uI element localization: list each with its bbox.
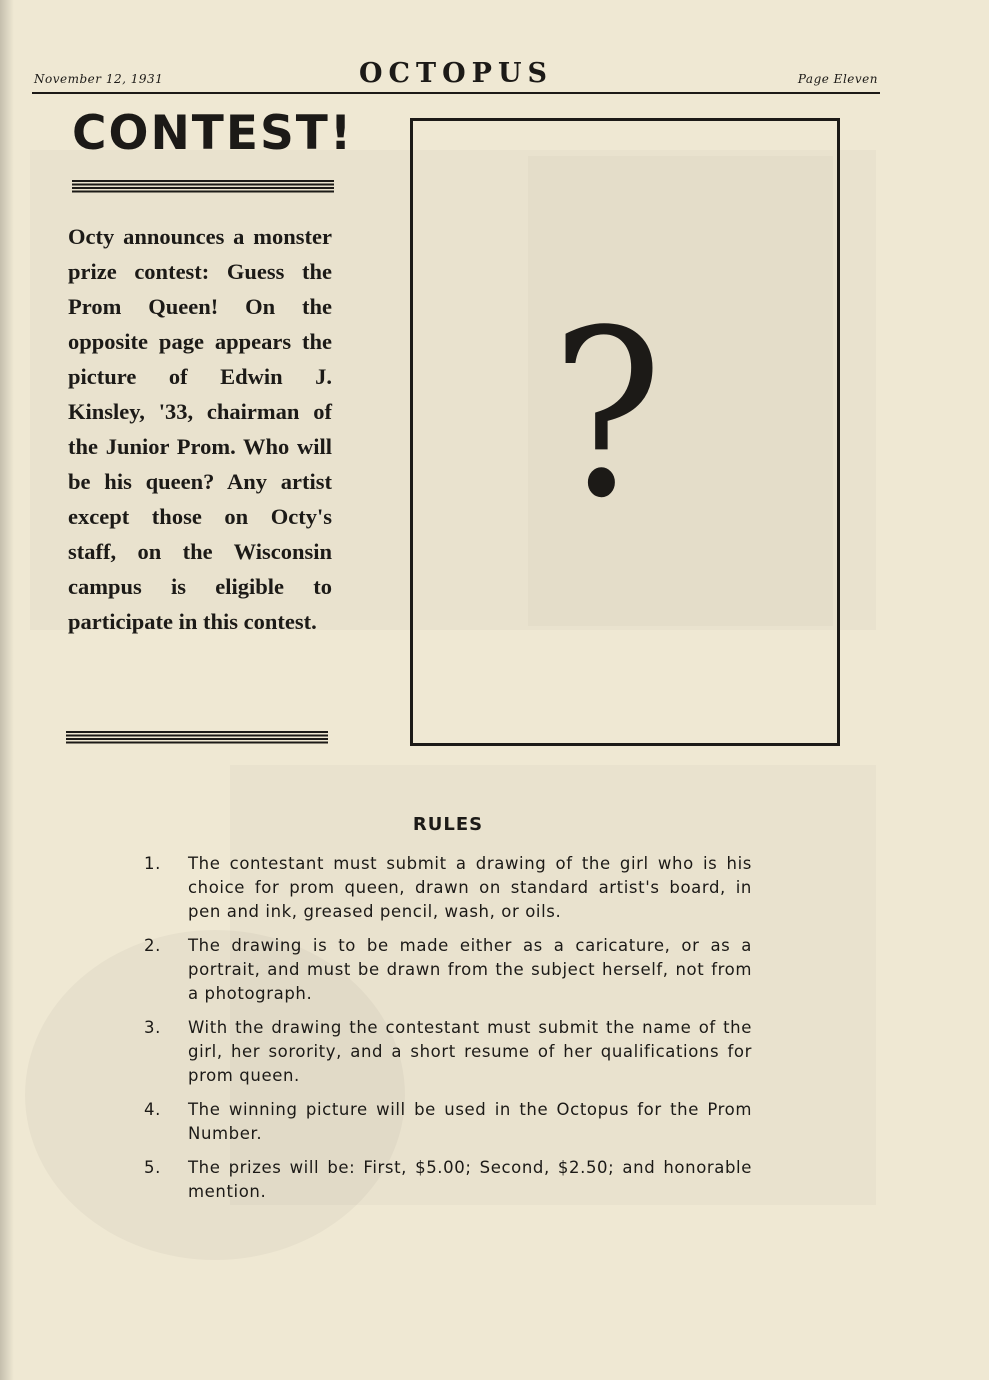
page-edge-shadow xyxy=(0,0,14,1380)
rule-item xyxy=(140,852,752,924)
rule-number: 1. xyxy=(144,854,161,873)
rules-list xyxy=(140,852,752,1214)
rule-number: 2. xyxy=(144,936,161,955)
article-intro: Octy announces a monster prize contest: Guess the Prom Queen! On the opposite page appears the picture of Edwin J. Kinsley, '33, chairman of the Junior Prom. Who will be his queen? Any artist except those on Octy's staff, on the Wisconsin campus is eligible to participate in this contest. xyxy=(68,224,332,634)
rule-number: 5. xyxy=(144,1158,161,1177)
page-header xyxy=(32,58,880,94)
decorative-rule-bottom xyxy=(66,731,328,744)
picture-frame xyxy=(410,118,840,746)
rule-number: 4. xyxy=(144,1100,161,1119)
rule-item xyxy=(140,1156,752,1204)
decorative-rule-top xyxy=(72,180,334,193)
rule-item xyxy=(140,934,752,1006)
rule-text: The winning picture will be used in the Octopus for the Prom Number. xyxy=(188,1100,752,1143)
masthead: OCTOPUS xyxy=(359,58,553,89)
rule-text: With the drawing the contestant must submit the name of the girl, her sorority, and a short resume of her qualifications for prom queen. xyxy=(188,1018,752,1085)
rule-text: The drawing is to be made either as a caricature, or as a portrait, and must be drawn from the subject herself, not from a photograph. xyxy=(188,936,752,1003)
page-number: Page Eleven xyxy=(797,72,878,86)
issue-date: November 12, 1931 xyxy=(34,72,164,86)
rule-number: 3. xyxy=(144,1018,161,1037)
rule-text: The contestant must submit a drawing of the girl who is his choice for prom queen, drawn on standard artist's board, in pen and ink, greased pencil, wash, or oils. xyxy=(188,854,752,921)
rule-text: The prizes will be: First, $5.00; Second, $2.50; and honorable mention. xyxy=(188,1158,752,1201)
rules-heading: RULES xyxy=(412,814,484,835)
question-mark-icon: ? xyxy=(551,282,663,549)
rule-item xyxy=(140,1098,752,1146)
article-headline: CONTEST! xyxy=(72,106,354,161)
rule-item xyxy=(140,1016,752,1088)
